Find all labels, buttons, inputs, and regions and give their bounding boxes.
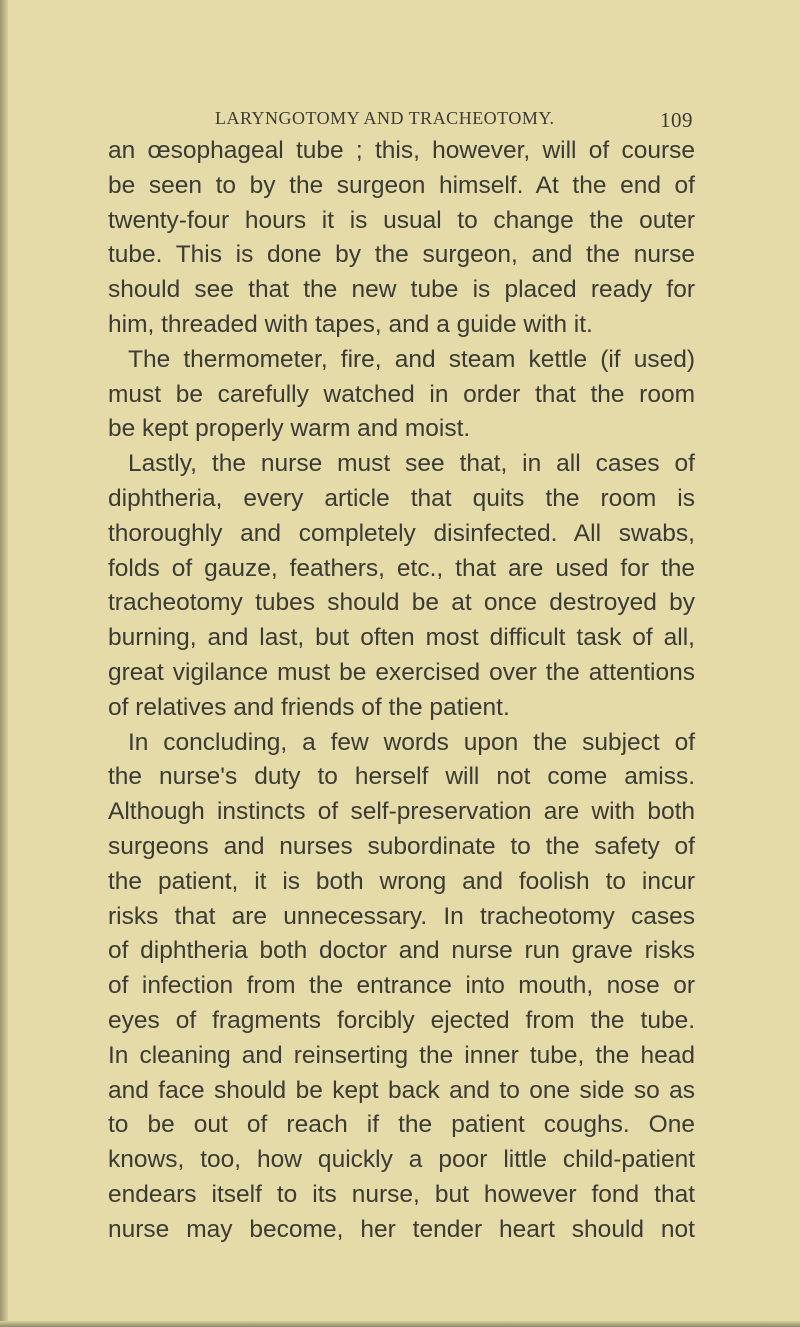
text-line: In concluding, a few words upon the subject of xyxy=(128,728,695,756)
text-line: of relatives and friends of the patient. xyxy=(108,693,510,721)
text-line: diphtheria, every article that quits the room is xyxy=(108,484,695,512)
page-number: 109 xyxy=(660,108,693,132)
text-line: burning, and last, but often most difficult task of all, xyxy=(108,624,695,652)
text-line: Lastly, the nurse must see that, in all cases of xyxy=(128,450,695,478)
text-line: knows, too, how quickly a poor little child-patient xyxy=(108,1146,695,1174)
text-line: the patient, it is both wrong and foolish to incur xyxy=(108,867,695,895)
text-line: be kept properly warm and moist. xyxy=(108,415,471,443)
text-line: an œsophageal tube ; this, however, will of course xyxy=(108,137,695,164)
text-line: In cleaning and reinserting the inner tube, the head xyxy=(108,1041,695,1069)
page-bottom-edge xyxy=(0,1321,800,1327)
text-line: nurse may become, her tender heart should not xyxy=(108,1215,695,1243)
text-line: surgeons and nurses subordinate to the safety of xyxy=(108,832,695,860)
text-line: the nurse's duty to herself will not come amiss. xyxy=(108,763,695,791)
text-line: risks that are unnecessary. In tracheotomy cases xyxy=(108,902,695,930)
text-line: The thermometer, fire, and steam kettle (if used) xyxy=(128,345,695,373)
text-line: Although instincts of self-preservation are with both xyxy=(108,798,695,826)
text-line: must be carefully watched in order that the room xyxy=(108,380,695,408)
text-line: endears itself to its nurse, but however fond that xyxy=(108,1180,695,1208)
text-line: folds of gauze, feathers, etc., that are used for the xyxy=(108,554,695,582)
text-line: tracheotomy tubes should be at once destroyed by xyxy=(108,589,695,617)
running-title: LARYNGOTOMY AND TRACHEOTOMY. xyxy=(215,108,555,128)
text-line: of infection from the entrance into mouth, nose or xyxy=(108,972,695,1000)
text-line: of diphtheria both doctor and nurse run grave risks xyxy=(108,937,695,965)
text-line: eyes of fragments forcibly ejected from the tube. xyxy=(108,1006,695,1034)
text-line: him, threaded with tapes, and a guide with it. xyxy=(108,310,593,338)
text-line: thoroughly and completely disinfected. All swabs, xyxy=(108,519,695,547)
text-line: and face should be kept back and to one side so as xyxy=(108,1076,695,1104)
text-line: should see that the new tube is placed ready for xyxy=(108,276,695,304)
page-body-text xyxy=(108,134,695,1248)
text-line: twenty-four hours it is usual to change the outer xyxy=(108,206,695,234)
page-binding-edge xyxy=(0,0,8,1327)
text-line: be seen to by the surgeon himself. At the end of xyxy=(108,171,695,199)
text-line: tube. This is done by the surgeon, and the nurse xyxy=(108,241,695,269)
text-line: to be out of reach if the patient coughs. One xyxy=(108,1111,695,1139)
text-line: great vigilance must be exercised over the attentions xyxy=(108,658,695,686)
